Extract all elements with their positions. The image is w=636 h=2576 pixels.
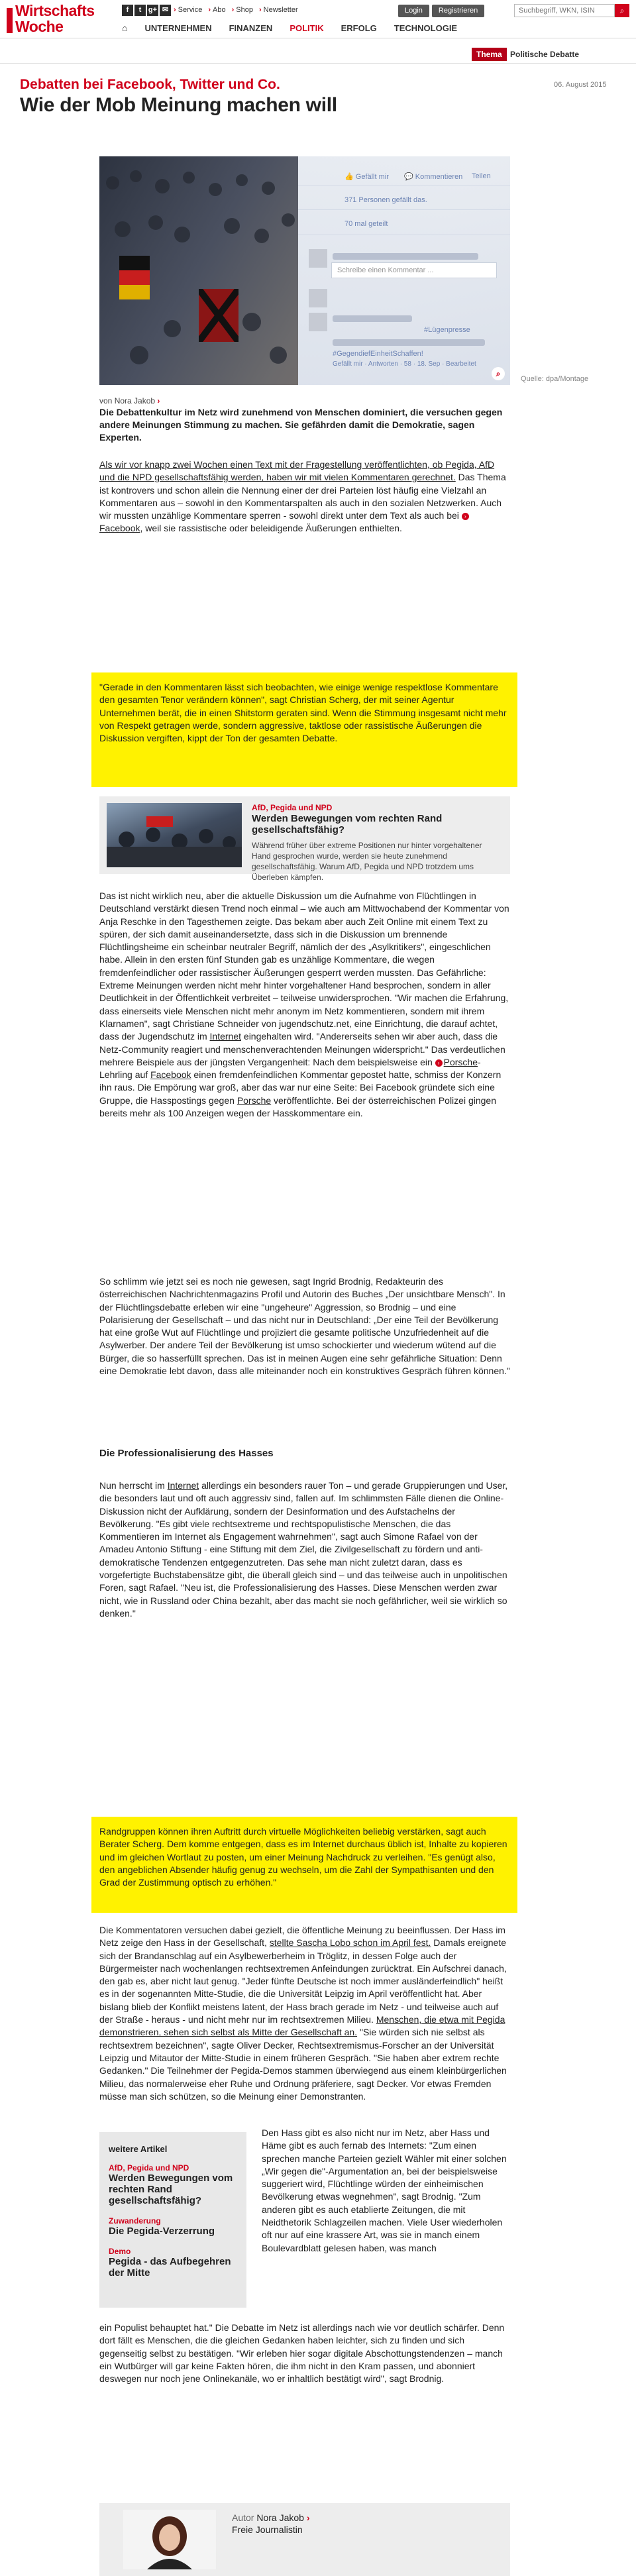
article-headline: Wie der Mob Meinung machen will — [20, 94, 337, 116]
hashtag-text: #Lügenpresse — [424, 326, 470, 334]
service-links — [174, 5, 298, 16]
section-heading: Die Professionalisierung des Hasses — [99, 1448, 274, 1459]
twitter-icon[interactable]: t — [134, 5, 146, 16]
paragraph: Die Kommentatoren versuchen dabei gezielt, die öffentliche Meinung zu beeinflussen. Der Hass im Netz zeige den Hass in der Gesellschaft, stellte Sascha Lobo schon im April fest. Damals ereignete sich der Brandanschlag auf ein Asylbewerberheim in Tröglitz, in dessen Folge auch der Bürgermeister nach wochenlangen rechtsextremen Anfeindungen zurücktrat. Ein Aufschrei danach, den gab es, aber nicht laut genug. "Jeder fünfte Deutsche ist noch immer ausländerfeindlich" heißt es in der sogenannten Mitte-Studie, die die Universität Leipzig im April veröffentlicht hat. Aber bislang blieb der Konflikt meistens latent, der Hass brach gerade im Netz - und teilweise auch auf der Straße - heraus - und nicht mehr nur im rechtsextremen Milieu. Menschen, die etwa mit Pegida demonstrieren, sehen sich selbst als Mitte der Gesellschaft an. "Sie würden sich nie selbst als rechtsextrem bezeichnen", sagte Oliver Decker, Rechtsextremismus-Forscher an der Universität Leipzig und Mitautor der Mitte-Studie in einem früheren Gespräch. "Sie haben aber extrem rechte Gedanken." Die Teilnehmer der Pegida-Demos stammen überwiegend aus einem kleinbürgerlichen Milieu, das normalerweise eher Ruhe und Ordnung präferiere, sagt Decker. Vor etwas Fremden müsse man sich schützen, so die Meinung einer Demonstranten. — [99, 1925, 507, 2102]
chevron-right-icon: › — [231, 6, 235, 14]
more-article-title[interactable]: Pegida - das Aufbegehren der Mitte — [109, 2256, 231, 2279]
chevron-right-icon: › — [157, 396, 160, 405]
article-kicker: Debatten bei Facebook, Twitter und Co. — [20, 77, 280, 92]
account-buttons — [398, 5, 484, 17]
thumbs-up-icon: 👍 — [344, 173, 356, 181]
teaser-text: Während früher über extreme Positionen nur hinter vorgehaltener Hand gesprochen wurde, werden sie heute zunehmend gesellschaftsfähig. Warum AfD, Pegida und NPD trotzdem ums Überleben kämpfen. — [252, 841, 482, 882]
more-article-item[interactable] — [109, 2216, 237, 2237]
avatar — [309, 313, 327, 331]
abo-link[interactable]: › Abo — [208, 6, 226, 14]
hashtag-text: #GegendiefEinheitSchaffen! — [333, 350, 423, 358]
facebook-icon[interactable]: f — [122, 5, 133, 16]
avatar — [309, 249, 327, 268]
highlight-quote: Randgruppen können ihren Auftritt durch virtuelle Möglichkeiten beliebig verstärken, sagt auch Berater Scherg. Dem komme entgegen, dass es im Internet durchaus üblich ist, Inhalte zu kopieren und im gleichen Wortlaut zu posten, um einer Meinung Nachdruck zu verleihen. "Es genügt also, den angeblichen Absender häufig genug zu wechseln, um die Zahl der Sympathisanten und den Grad der Zustimmung optisch zu erhöhen." — [91, 1817, 517, 1913]
author-box — [99, 2503, 510, 2576]
more-article-title[interactable]: Werden Bewegungen vom rechten Rand gesellschaftsfähig? — [109, 2173, 233, 2206]
login-button[interactable]: Login — [398, 5, 429, 17]
paragraph: Den Hass gibt es also nicht nur im Netz, aber Hass und Häme gibt es auch fernab des Internets: "Zum einen sprechen manche Parteien gezielt Wähler mit einer solchen „Wir gegen die"-Argumentation an, bei der beispielsweise suggeriert wird, Flüchtlinge würden der einheimischen Bevölkerung etwas wegnehmen", sagt Brodnig. "Zum anderen gibt es auch etablierte Zeitungen, die mit Neidthetorik Schlagzeilen machen. Viele User wiederholen oft nur auf eine krassere Art, was sie in manch einem Boulevardblatt gelesen haben, was manch — [262, 2127, 507, 2253]
more-article-kicker: Demo — [109, 2247, 131, 2256]
crowd-figures — [99, 156, 298, 385]
facebook-overlay — [298, 156, 510, 385]
author-portrait — [123, 2510, 216, 2569]
register-button[interactable]: Registrieren — [432, 5, 484, 17]
like-action[interactable]: 👍 Gefällt mir — [344, 173, 389, 181]
paragraph: ein Populist behauptet hat." Die Debatte im Netz ist allerdings nach wie vor deutlich schärfer. Denn dort fällt es Menschen, die die gleichen Gedanken haben leichter, sich zu finden und sich gegenseitig selbst zu bestätigen. "Wir erleben hier sogar digitale Abschottungstendenzen – manch ein Wutbürger will gar keine Fakten hören, die ihm nicht in den Kram passen, und abonniert deswegen nur noch jene Onlinekanäle, wo er inhaltlich bestätigt wird", sagt Brodnig. — [99, 2322, 505, 2385]
mail-icon[interactable]: ✉ — [160, 5, 171, 16]
main-navigation — [122, 23, 457, 33]
chevron-right-icon: › — [258, 6, 262, 14]
thema-link[interactable]: Politische Debatte — [510, 50, 580, 59]
inline-link-porsche[interactable]: Porsche — [237, 1095, 272, 1106]
more-article-title[interactable]: Die Pegida-Verzerrung — [109, 2226, 215, 2237]
inline-link-internet[interactable]: Internet — [209, 1031, 242, 1042]
zoom-icon[interactable]: ⌕ — [492, 367, 505, 380]
paragraph: So schlimm wie jetzt sei es noch nie gewesen, sagt Ingrid Brodnig, Redakteurin des österreichischen Nachrichtenmagazins Profil und Autorin des Buches „Der unsichtbare Mensch". In der Flüchtlingsdebatte erleben wir eine "ungeheure" Aggression, so Brodnig – und eine Polarisierung der Gesellschaft – und das nicht nur in Deutschland: „Der eine Teil der Bevölkerung hat eine große Wut auf Flüchtlinge und projiziert die gesamte politische Unzufriedenheit auf die Asylwerber. Der andere Teil der Bevölkerung ist umso schockierter und wiederum wütend auf die Bürger, die so hasserfüllt sprechen. Das ist in meinen Augen eine sehr gefährliche Situation: Denn eine Demokratie lebt davon, dass alle miteinander noch ein konstruktives Gespräch führen können." — [99, 1276, 510, 1377]
author-link[interactable]: Nora Jakob — [114, 396, 156, 405]
more-articles — [99, 2132, 246, 2308]
byline: von Nora Jakob › — [99, 396, 160, 405]
comment-meta: Gefällt mir · Antworten · 58 · 18. Sep · Bearbeitet — [333, 360, 476, 368]
shop-link[interactable]: › Shop — [231, 6, 253, 14]
arrow-circle-icon: › — [462, 513, 469, 520]
inline-link[interactable]: Als wir vor knapp zwei Wochen einen Text mit der Fragestellung veröffentlichten, ob Pegida, AfD und die NPD gesellschaftsfähig werden, haben wir mit vielen Kommentaren gerechnet. — [99, 459, 495, 483]
inline-link[interactable]: stellte Sascha Lobo schon im April fest. — [269, 1937, 431, 1949]
inline-link-internet[interactable]: Internet — [167, 1480, 199, 1491]
avatar — [309, 289, 327, 307]
more-article-kicker: AfD, Pegida und NPD — [109, 2163, 189, 2173]
article-lead: Die Debattenkultur im Netz wird zunehmend von Menschen dominiert, die versuchen gegen andere Meinungen Stimmung zu machen. Sie gefährden damit die Demokratie, sagen Experten. — [99, 407, 503, 443]
more-articles-heading: weitere Artikel — [109, 2144, 168, 2154]
nav-finanzen[interactable]: FINANZEN — [229, 23, 273, 33]
search-input[interactable] — [514, 4, 615, 17]
highlight-quote: "Gerade in den Kommentaren lässt sich beobachten, wie einige wenige respektlose Kommentare den gesamten Tenor verändern können", sagt Christian Scherg, der mit seiner Agentur Unternehmen berät, die in einen Shitstorm geraten sind. Wenn die Stimmung insgesamt nicht mehr von Respekt getragen werde, sondern aggressive, taktlose oder rassistische Äußerungen die Diskussion vergiften, kippt der Ton der gesamten Debatte. — [91, 672, 517, 787]
logo-text: Wirtschafts Woche — [15, 2, 95, 35]
teaser-image — [107, 803, 242, 867]
chevron-right-icon: › — [174, 6, 176, 14]
topic-bar — [0, 45, 636, 64]
divider — [298, 209, 510, 210]
more-article-item[interactable] — [109, 2163, 237, 2206]
author-photo — [123, 2510, 216, 2569]
nav-erfolg[interactable]: ERFOLG — [341, 23, 377, 33]
nav-unternehmen[interactable]: UNTERNEHMEN — [144, 23, 212, 33]
share-action[interactable]: Teilen — [472, 172, 491, 180]
home-icon[interactable]: ⌂ — [122, 23, 128, 33]
nav-politik[interactable]: POLITIK — [290, 23, 324, 33]
comment-input[interactable]: Schreibe einen Kommentar ... — [331, 262, 497, 278]
logo-mark — [7, 8, 13, 33]
thema-label: Thema — [472, 48, 507, 61]
teaser-photo — [107, 803, 242, 867]
search-icon[interactable]: ⌕ — [615, 4, 629, 17]
more-article-kicker: Zuwanderung — [109, 2216, 161, 2226]
shares-count: 70 mal geteilt — [344, 220, 388, 228]
inline-link-facebook[interactable]: Facebook — [99, 523, 140, 534]
inline-link-facebook[interactable]: Facebook — [150, 1069, 191, 1081]
service-link[interactable]: › Service — [174, 6, 203, 14]
author-label: Autor Nora Jakob › — [232, 2512, 310, 2523]
site-header — [0, 0, 636, 38]
hero-image[interactable] — [99, 156, 510, 385]
inline-link[interactable]: Menschen, die etwa mit Pegida demonstrieren, sehen sich selbst als Mitte der Gesellschaft an. — [99, 2014, 505, 2038]
comment-action[interactable]: 💬 Kommentieren — [404, 173, 463, 181]
author-name-link[interactable]: Nora Jakob — [256, 2512, 304, 2523]
chevron-right-icon: › — [306, 2512, 310, 2523]
chevron-right-icon: › — [208, 6, 211, 14]
arrow-circle-icon: › — [435, 1059, 443, 1067]
newsletter-link[interactable]: › Newsletter — [258, 6, 298, 14]
teaser-kicker: AfD, Pegida und NPD — [252, 803, 333, 812]
paragraph: Das ist nicht wirklich neu, aber die aktuelle Diskussion um die Aufnahme von Flüchtlingen in Deutschland verstärkt diesen Trend noch einmal – wie auch am Mittwochabend der Kommentar von Anja Reschke in den Tagesthemen zeigte. Das bekam aber auch Zeit Online mit einem Text zu spüren, der sich damit auseinandersetzte, dass sich in die Diskussion um brennende Flüchtlingsheime ein scheinbar neutraler Begriff, nämlich der des „Asylkritikers", eingeschlichen habe. Allein in den ersten fünf Stunden gab es unzählige Kommentare, die wegen fremdenfeindlicher oder rassistischer Äußerungen gesperrt werden mussten. Das Gefährliche: Extreme Meinungen werden nicht mehr hinter vorgehaltener Hand besprochen, sondern in aller Deutlichkeit in der Öffentlichkeit verbreitet – teilweise unwidersprochen. "Wir machen die Erfahrung, dass einerseits viele Menschen nicht mehr anonym im Netz kommentieren, sondern mit ihrem Klarnamen", sagt Christiane Schneider von jugendschutz.net, eine Einrichtung, die darauf achtet, dass der Jugendschutz im Internet eingehalten wird. "Andererseits sehen wir aber auch, dass die Netz-Community reagiert und menschenverachtenden Meinungen widerspricht." Das verdeutlichen mehrere Beispiele aus der jüngsten Vergangenheit: Nach dem beispielsweise ein › Porsche-Lehrling auf Facebook einen fremdenfeindlichen Kommentar gepostet hatte, schmiss der Konzern ihn raus. Die Empörung war groß, aber das war nur eine Seite: Bei Facebook gründete sich eine Gruppe, die Hasspostings gegen Porsche veröffentlichte. Bei der österreichischen Polizei gingen bereits mehr als 100 Anzeigen wegen der Hasskommentare ein. — [99, 890, 509, 1119]
paragraph: Nun herrscht im Internet allerdings ein besonders rauer Ton – und gerade Gruppierungen und User, die besonders laut und oft auch aggressiv sind, fallen auf. Im schlimmsten Fälle dienen die Online-Diskussion nicht der Aufklärung, sondern der Desinformation und des Aufstachelns der Bevölkerung. "Es gibt viele rechtsextreme und rechtspopulistische Menschen, die das Kommentieren im Internet als Engagement wahrnehmen", sagt auch Simone Rafael von der Amadeu Antonio Stiftung - eine Stiftung mit dem Ziel, die Zivilgesellschaft zu fördern und anti-demokratische Tendenzen entgegenzutreten. Das sehe man nicht zuletzt daran, dass es vorgefertigte Buchstabensätze gibt, die überall gleich sind – und das teilweise auch in unpolitischen Foren, sagt Rafael. "Neu ist, die Professionalisierung des Hasses. Diese Menschen werden zwar nicht, wie in Russland oder China bezahlt, aber das macht sie noch gefährlicher, weil sie wirklich so denken." — [99, 1480, 508, 1619]
comment-icon: 💬 — [404, 173, 415, 181]
site-logo[interactable] — [7, 3, 111, 34]
blurred-comment — [333, 253, 478, 260]
blurred-comment — [333, 315, 412, 322]
teaser-title[interactable]: Werden Bewegungen vom rechten Rand gesellschaftsfähig? — [252, 813, 443, 835]
image-caption: Quelle: dpa/Montage — [521, 375, 589, 383]
nav-technologie[interactable]: TECHNOLOGIE — [394, 23, 458, 33]
more-article-item[interactable] — [109, 2247, 237, 2279]
likes-count: 371 Personen gefällt das. — [344, 196, 427, 204]
social-links — [122, 5, 171, 16]
inline-link-porsche[interactable]: Porsche — [443, 1056, 478, 1067]
author-role: Freie Journalistin — [232, 2524, 303, 2535]
googleplus-icon[interactable]: g+ — [147, 5, 158, 16]
blurred-comment — [333, 339, 485, 346]
article-date: 06. August 2015 — [554, 81, 607, 89]
paragraph: Als wir vor knapp zwei Wochen einen Text mit der Fragestellung veröffentlichten, ob Pegida, AfD und die NPD gesellschaftsfähig werden, haben wir mit vielen Kommentaren gerechnet. Das Thema ist kontrovers und schon allein die Nennung einer der drei Parteien löst häufig eine Vielzahl an Kommentaren aus – sowohl in den Kommentarspalten als auch in den sozialen Netzwerken. Auch wir mussten unzählige Kommentare sperren - sowohl direkt unter dem Text als auch bei ›Facebook, weil sie rassistische oder beleidigende Äußerungen enthielten. — [99, 459, 506, 534]
related-teaser[interactable] — [99, 796, 510, 882]
